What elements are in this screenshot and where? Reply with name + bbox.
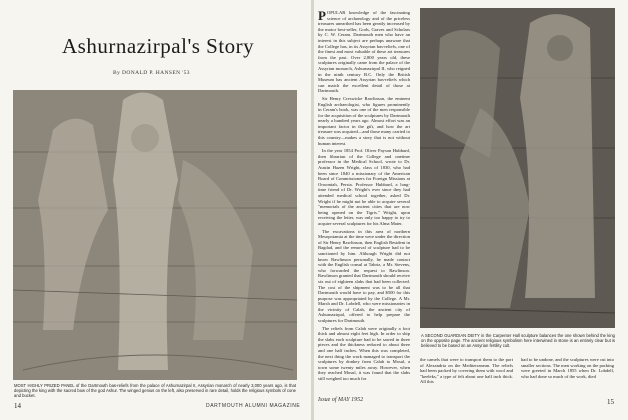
article-column-3 [521,357,614,381]
article-paragraph: In the year 1854 Prof. Oliver Payson Hubbard, then librarian of the College and onetime professor in the Medical School, wrote to Dr. Austin Hazen Wright, class of 1830, who had been since 1840 a missionary of the American Board of Commissioners for Foreign Missions at Oroomiah, Persia. Professor Hubbard, a long-time friend of Dr. Wright's ever since they had attended medical school together, asked Dr. Wright if he might not be able to acquire several "memorials of the ancient cities that are now being opened on the Tigris." Wright, upon receiving the letter, was only too happy to try to acquire several sculptures for his Alma Mater. [318,148,410,226]
page-number-left: 14 [14,402,21,410]
byline: By DONALD P. HANSEN '53 [113,70,190,76]
article-paragraph: The reliefs from Calah were originally a foot thick and almost eight feet high. In order to ship the slabs each sculpture had to be sawed in three pieces and the thickness reduced to about three and one half inches. When this was completed, the next thing the work managed to transport the sculptures by donkey from Calah to Mosul, a town some twenty miles away. However, when they reached Mosul, it was found that the slabs still weighed too much for [318,325,410,381]
relief-king-illustration [13,90,297,380]
article-paragraph: Sir Henry Creswicke Rawlinson, the eminent English archaeologist, who figures prominently in Ceram's book, was one of the men responsible for the acquisition of the sculptures by Dartmouth nearly a hundred years ago. Almost effort was an important factor in the gift, and how the art treasure was acquired—and those many carried to this country—makes a story that is not without human interest. [318,95,410,146]
article-column-2 [420,357,513,387]
article-title: Ashurnazirpal's Story [62,34,255,58]
article-column-1 [318,10,410,390]
paragraph-text: OPULAR knowledge of the fascinating science of archaeology and of the priceless treasures unearthed has been greatly increased by the motor best-seller, Gods, Graves and Scholars by C. W. Ceram. Dartmouth men who have an interest in this subject are perhaps unaware that the College has, in its Assyrian bas-reliefs, one of the finest and most valuable of these art treasures from the past. Over 2,800 years old, these sculptures originally came from the palace of the Assyrian monarch, Ashurnazirpal II, who reigned in the ninth century B.C. Only the British Museum has ancient Assyrian bas-reliefs which can match the excellent detail of those at Dartmouth. [318,10,410,94]
relief-guardian-illustration [420,8,615,328]
issue-date: Issue of MAY 1952 [318,397,364,403]
running-foot-magazine: DARTMOUTH ALUMNI MAGAZINE [206,403,301,409]
bas-relief-photo-guardian [420,8,615,328]
page-gutter [311,0,314,420]
page-number-right: 15 [607,398,614,406]
bas-relief-photo-king [13,90,297,380]
drop-cap: P [318,10,326,23]
photo-caption-left: MOST HIGHLY PRIZED PANEL of the Dartmouth bas-reliefs from the palace of Ashurnazirpal II, Assyrian monarch of nearly 3,000 years ago, is that depicting the king with the sacred bow of the god Ashur. The winged genius on the left, also preserved in rare detail, holds the religious symbols of cone and bucket. [14,383,296,398]
article-paragraph: The excavations in this area of northern Mesopotamia at the time were under the direction of Sir Henry Rawlinson, then English Resident in Bagdad, and the removal of sculpture had to be sanctioned by him. Although Wright did not know Rawlinson personally, he made contact with the English consul at Tabriz, a Mr. Stevens, who forwarded the request to Rawlinson. Rawlinson granted that Dartmouth should receive six out of eighteen slabs that had been collected. The cost of the shipment was to be all that Dartmouth would have to pay, and $500 for this purpose was appropriated by the College. A Mr. Marsh and Dr. Lobdell, who were missionaries in the vicinity of Calah, the ancient city of Ashurnazirpal, offered to help prepare the sculptures for Dartmouth. [318,228,410,324]
article-paragraph [318,10,410,94]
article-paragraph: had to be undone, and the sculptures were cut into smaller sections. The men working on the packing were greeted in March 1855 when Dr. Lobdell, who had done so much of the work, died [521,357,614,379]
article-paragraph: the camels that were to transport them to the port of Alexandria on the Mediterranean. The reliefs had been packed by covering them with wool and "keeleks," a type of felt about one half inch thick. All this [420,357,513,385]
photo-caption-right: A SECOND GUARDIAN DEITY in the Carpenter Hall sculpture balances the one shown behind the king on the opposite page. The ancient religious symbolism here interwined in stone is an entirely clear but is believed to be based on an Assyrian fertility cult. [421,333,615,348]
